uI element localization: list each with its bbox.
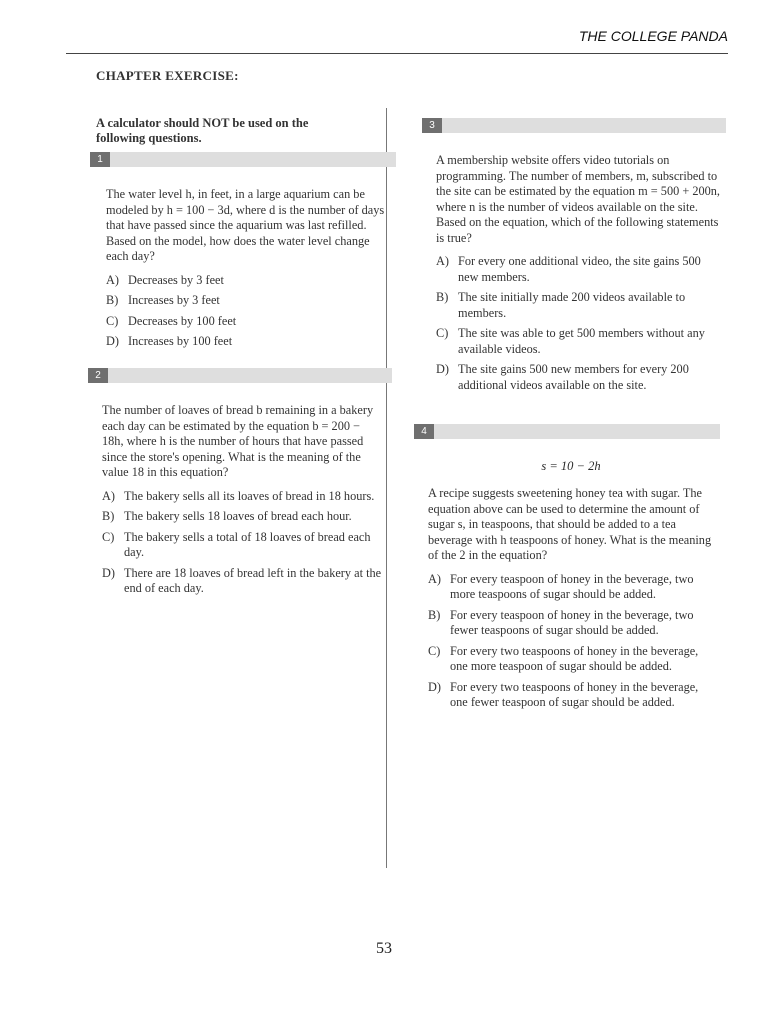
choice-text: For every teaspoon of honey in the beverage, two more teaspoons of sugar should be added. <box>450 571 694 601</box>
choice-text: The bakery sells a total of 18 loaves of bread each day. <box>124 529 371 559</box>
question-stem: A membership website offers video tutorials on programming. The number of members, m, subscribed to the site can be estimated by the equation m = 500 + 200n, where n is the number of videos available on the site. Based on the equation, which of the following statements is true? <box>436 153 720 245</box>
header-rule <box>66 53 728 54</box>
question-4 <box>414 424 720 716</box>
choice-letter: B) <box>436 290 449 304</box>
answer-choice-a[interactable] <box>102 489 384 505</box>
choice-letter: C) <box>436 326 449 340</box>
choice-text: The bakery sells 18 loaves of bread each hour. <box>124 509 352 523</box>
choice-text: For every teaspoon of honey in the beverage, two fewer teaspoons of sugar should be added. <box>450 607 694 637</box>
choice-text: Increases by 100 feet <box>128 334 233 348</box>
question-header-bar <box>88 368 392 383</box>
answer-choice-d[interactable] <box>106 334 390 350</box>
choice-letter: A) <box>102 488 115 503</box>
choice-letter: C) <box>106 313 119 328</box>
answer-choice-b[interactable] <box>106 293 390 309</box>
choice-letter: A) <box>436 254 449 268</box>
choice-letter: A) <box>428 571 441 586</box>
choice-text: Decreases by 3 feet <box>128 272 224 287</box>
answer-choice-c[interactable] <box>102 530 384 561</box>
choice-letter: B) <box>102 509 115 523</box>
question-number: 2 <box>88 368 108 383</box>
choice-text: There are 18 loaves of bread left in the bakery at the end of each day. <box>124 565 382 595</box>
question-stem: The water level h, in feet, in a large aquarium can be modeled by h = 100 − 3d, where d is the number of days that have passed since the aquarium was last refilled. Based on the model, how does the water level change each day? <box>106 187 385 263</box>
question-equation: s = 10 − 2h <box>541 459 601 473</box>
page-number: 53 <box>376 940 392 957</box>
answer-choice-d[interactable] <box>436 362 722 393</box>
question-stem: The number of loaves of bread b remaining in a bakery each day can be estimated by the equation b = 200 − 18h, where h is the number of hours that have passed since the store's opening. What is the meaning of the value 18 in this equation? <box>102 403 374 479</box>
question-number: 4 <box>414 424 434 439</box>
question-3 <box>422 118 726 398</box>
question-2 <box>88 368 392 602</box>
choice-letter: D) <box>106 334 119 348</box>
choice-letter: C) <box>102 529 115 544</box>
answer-choice-d[interactable] <box>428 680 714 711</box>
question-stem: A recipe suggests sweetening honey tea with sugar. The equation above can be used to determine the amount of sugar s, in teaspoons, that should be added to a tea beverage with h teaspoons of honey. What is the meaning of the 2 in the equation? <box>428 486 712 562</box>
choice-text: The site was able to get 500 members without any available videos. <box>458 326 705 356</box>
question-1 <box>90 152 396 355</box>
choice-text: Increases by 3 feet <box>128 293 220 307</box>
question-number: 1 <box>90 152 110 167</box>
chapter-title: CHAPTER EXERCISE: <box>96 68 239 83</box>
choice-text: The site initially made 200 videos available to members. <box>458 290 686 320</box>
question-header-bar <box>422 118 726 133</box>
choice-letter: A) <box>106 272 119 287</box>
choice-letter: B) <box>428 607 441 622</box>
header-brand: THE COLLEGE PANDA <box>578 28 728 44</box>
answer-choice-a[interactable] <box>106 273 390 289</box>
choice-letter: B) <box>106 293 119 307</box>
answer-choice-c[interactable] <box>106 314 390 330</box>
answer-choice-b[interactable] <box>102 509 384 525</box>
choice-text: The site gains 500 new members for every 200 additional videos available on the site. <box>458 362 689 392</box>
choice-letter: D) <box>428 679 441 694</box>
answer-choice-a[interactable] <box>436 254 722 285</box>
answer-choice-b[interactable] <box>436 290 722 321</box>
question-header-bar <box>414 424 720 439</box>
question-header-bar <box>90 152 396 167</box>
question-number: 3 <box>422 118 442 133</box>
choice-letter: D) <box>436 362 449 376</box>
choice-text: Decreases by 100 feet <box>128 313 237 328</box>
choice-text: For every one additional video, the site gains 500 new members. <box>458 254 701 284</box>
choice-text: For every two teaspoons of honey in the beverage, one more teaspoon of sugar should be added. <box>450 643 699 673</box>
answer-choice-a[interactable] <box>428 572 714 603</box>
choice-text: The bakery sells all its loaves of bread in 18 hours. <box>124 488 375 503</box>
answer-choice-b[interactable] <box>428 608 714 639</box>
choice-text: For every two teaspoons of honey in the beverage, one fewer teaspoon of sugar should be added. <box>450 679 699 709</box>
answer-choice-d[interactable] <box>102 566 384 597</box>
choice-letter: C) <box>428 643 441 658</box>
answer-choice-c[interactable] <box>428 644 714 675</box>
calculator-note: A calculator should NOT be used on the following questions. <box>96 116 309 145</box>
answer-choice-c[interactable] <box>436 326 722 357</box>
choice-letter: D) <box>102 565 115 580</box>
